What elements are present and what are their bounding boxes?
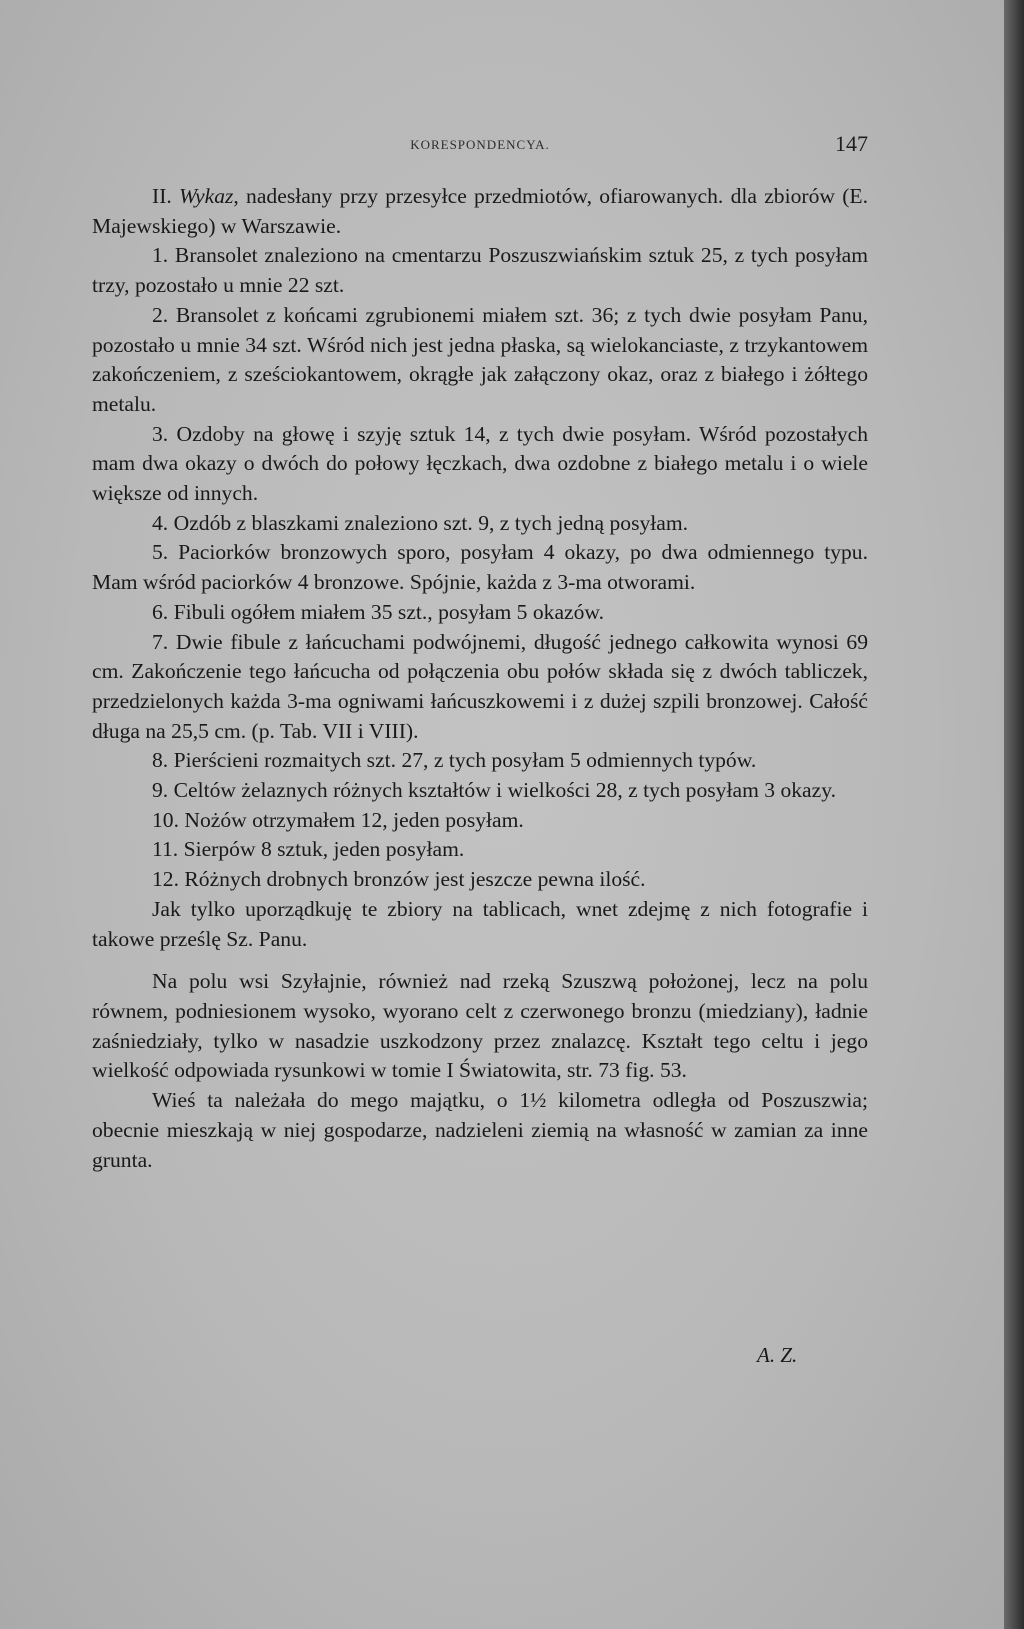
- page-edge-shadow: [1004, 0, 1024, 1629]
- signature: A. Z.: [757, 1343, 798, 1367]
- list-closing: Jak tylko uporządkuję te zbiory na tablicach, wnet zdejmę z nich fotografie i takowe prześlę Sz. Panu.: [92, 896, 868, 951]
- list-item: 5. Paciorków bronzowych sporo, posyłam 4 okazy, po dwa odmiennego typu. Mam wśród paciorków 4 bronzowe. Spójnie, każda z 3-ma otworami.: [92, 540, 868, 595]
- page-header: [92, 131, 868, 161]
- list-item: 8. Pierścieni rozmaitych szt. 27, z tych posyłam 5 odmiennych typów.: [152, 748, 757, 773]
- list-item: 9. Celtów żelaznych różnych kształtów i wielkości 28, z tych posyłam 3 okazy.: [152, 778, 837, 803]
- list-item: 1. Bransolet znaleziono na cmentarzu Poszuszwiańskim sztuk 25, z tych posyłam trzy, pozostało u mnie 22 szt.: [92, 243, 868, 298]
- section-intro: , nadesłany przy przesyłce przedmiotów, ofiarowanych. dla zbiorów (E. Majewskiego) w Warszawie.: [92, 184, 868, 238]
- list-item: 3. Ozdoby na głowę i szyję sztuk 14, z tych dwie posyłam. Wśród pozostałych mam dwa okazy o dwóch do połowy łęczkach, dwa ozdobne z białego metalu i o wiele większe od innych.: [92, 421, 868, 506]
- list-item: 2. Bransolet z końcami zgrubionemi miałem szt. 36; z tych dwie posyłam Panu, pozostało u mnie 34 szt. Wśród nich jest jedna płaska, są wielokanciaste, z trzykantowem zakończeniem, z sześciokantowem, okrągłe jak załączony okaz, oraz z białego i żółtego metalu.: [92, 302, 868, 416]
- page-number: 147: [835, 131, 868, 156]
- list-item: 11. Sierpów 8 sztuk, jeden posyłam.: [152, 837, 465, 862]
- paragraph: Na polu wsi Szyłajnie, również nad rzeką Szuszwą położonej, lecz na polu równem, podniesionem wysoko, wyorano celt z czerwonego bronzu (miedziany), ładnie zaśniedziały, tylko w nasadzie uszkodzony przez znalazcę. Kształt tego celtu i jego wielkość odpowiada rysunkowi w tomie I Światowita, str. 73 fig. 53.: [92, 969, 868, 1083]
- section-title: Wykaz: [179, 184, 234, 208]
- list-item: 12. Różnych drobnych bronzów jest jeszcze pewna ilość.: [152, 867, 646, 892]
- section-heading: [92, 182, 868, 241]
- list-item: 10. Nożów otrzymałem 12, jeden posyłam.: [152, 807, 524, 832]
- running-head: KORESPONDENCYA.: [410, 137, 550, 152]
- body-text: [92, 182, 868, 1175]
- section-number: II.: [152, 184, 172, 208]
- list-item: 6. Fibuli ogółem miałem 35 szt., posyłam 5 okazów.: [152, 599, 605, 624]
- list-item: 7. Dwie fibule z łańcuchami podwójnemi, długość jednego całkowita wynosi 69 cm. Zakończenie tego łańcucha od połączenia obu połów składa się z dwóch tabliczek, przedzielonych każda 3-ma ogniwami łańcuszkowemi i z dużej szpili bronzowej. Całość długa na 25,5 cm. (p. Tab. VII i VIII).: [92, 629, 868, 743]
- list-item: 4. Ozdób z blaszkami znaleziono szt. 9, z tych jedną posyłam.: [152, 510, 689, 535]
- paragraph: Wieś ta należała do mego majątku, o 1½ kilometra odległa od Poszuszwia; obecnie mieszkają w niej gospodarze, nadzieleni ziemią na własność w zamian za inne grunta.: [92, 1088, 868, 1172]
